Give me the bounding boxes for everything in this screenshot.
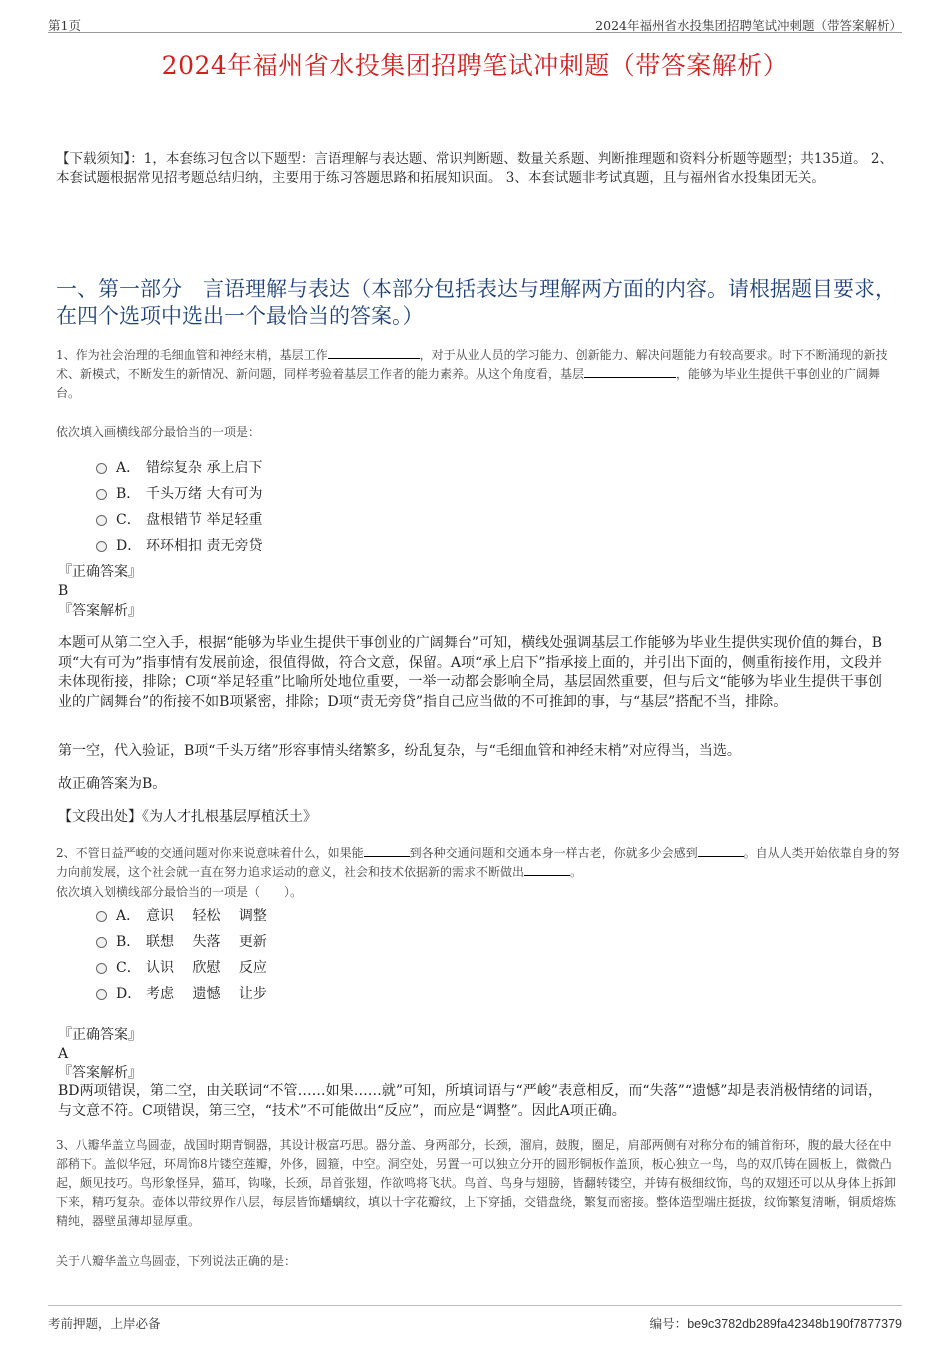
q2-text-d: 。 xyxy=(570,865,583,879)
fill-blank xyxy=(328,346,420,359)
option-key: D． xyxy=(116,986,142,1002)
option-text: 环环相扣 责无旁贷 xyxy=(146,538,263,554)
option-text: 考虑 遗憾 让步 xyxy=(146,986,267,1002)
fill-blank xyxy=(698,844,744,857)
footer-code xyxy=(650,1314,902,1332)
page-number: 第1页 xyxy=(48,18,81,33)
option-text: 认识 欣慰 反应 xyxy=(146,960,267,976)
analysis-label: 『答案解析』 xyxy=(58,603,142,619)
radio-icon[interactable] xyxy=(96,463,107,474)
document-title: 2024年福州省水投集团招聘笔试冲刺题（带答案解析） xyxy=(161,51,789,80)
analysis-paragraph-2: 第一空，代入验证，B项“千头万绪”形容事情头绪繁多，纷乱复杂，与“毛细血管和神经末梢”对应得当，当选。 xyxy=(58,743,741,759)
q1-text-b: ，对于从业人员的学习能力、创新能力、解决问题能力有较高要求。时下不断涌现的新技术、新模式，不断发生的新情况、新问题，同样考验着基层工作者的能力素养。从这个角度看，基层 xyxy=(56,348,888,381)
answer-value: B xyxy=(58,583,69,599)
header-doc-title: 2024年福州省水投集团招聘笔试冲刺题（带答案解析） xyxy=(595,18,902,33)
footer-code-label: 编号： xyxy=(649,1316,688,1331)
option-key: C． xyxy=(116,960,141,976)
q2-text-c: 。自从人类开始依靠自身的努力向前发展，这个社会就一直在努力追求运动的意义，社会和技术依据新的需求不断做出 xyxy=(56,846,900,879)
question-3-text: 3、八瓣华盖立鸟圆壶，战国时期青铜器，其设计极富巧思。器分盖、身两部分，长颈，溜肩，鼓腹，圈足，肩部两侧有对称分布的铺首衔环，腹的最大径在中部稍下。盖似华冠，环周饰8片镂空莲瓣，外侈，圆箍，中空。洞空处，另置一可以独立分开的圆形铜板作盖顶，板心独立一鸟，鸟的双爪铸在圆板上，微微凸起，颇见技巧。鸟形象怪异，猫耳，钩喙，长颈，昂首张翅，作欲鸣将飞状。鸟首、鸟身与翅膀，皆翻转镂空，并铸有极细纹饰，鸟的双翅还可以从身体上拆卸下来，精巧复杂。壶体以带纹界作八层，每层皆饰蟠螭纹，填以十字花瓣纹，上下穿插，交错盘绕，繁复而密接。整体造型端庄挺拔，纹饰繁复清晰，铜质熔炼精纯，器壁虽薄却显厚重。 xyxy=(56,1138,897,1228)
question-2-text xyxy=(56,844,901,882)
answer-label: 『正确答案』 xyxy=(58,1027,142,1043)
option-key: B． xyxy=(116,486,141,502)
q1-text-a: 1、作为社会治理的毛细血管和神经末梢，基层工作 xyxy=(56,348,328,362)
download-notice: 【下载须知】：1，本套练习包含以下题型：言语理解与表达题、常识判断题、数量关系题、判断推理题和资料分析题等题型；共135道。 2、本套试题根据常见招考题总结归纳，主要用于练习答题思路和拓展知识面。 3、本套试题非考试真题，且与福州省水投集团无关。 xyxy=(56,151,893,186)
answer-label: 『正确答案』 xyxy=(58,564,142,580)
option-key: C． xyxy=(116,512,141,528)
option-key: A． xyxy=(116,460,141,476)
question-1-lead: 依次填入画横线部分最恰当的一项是： xyxy=(56,425,261,439)
q2-text-a: 2、不管日益严峻的交通问题对你来说意味着什么，如果能 xyxy=(56,846,364,860)
radio-icon[interactable] xyxy=(96,963,107,974)
section-heading: 一、第一部分 言语理解与表达（本部分包括表达与理解两方面的内容。请根据题目要求，在四个选项中选出一个最恰当的答案。） xyxy=(56,277,896,328)
fill-blank xyxy=(524,863,570,876)
analysis-label: 『答案解析』 xyxy=(58,1065,142,1081)
option-key: B． xyxy=(116,934,141,950)
q1-text-c: ，能够为毕业生提供干事创业的广阔舞台。 xyxy=(56,367,881,400)
fill-blank xyxy=(584,365,676,378)
answer-value: A xyxy=(58,1046,69,1062)
option-text: 盘根错节 举足轻重 xyxy=(146,512,263,528)
radio-icon[interactable] xyxy=(96,911,107,922)
analysis-paragraph-1: 本题可从第二空入手，根据“能够为毕业生提供干事创业的广阔舞台”可知，横线处强调基层工作能够为毕业生提供实现价值的舞台，B项“大有可为”指事情有发展前途，很值得做，符合文意，保留。A项“承上启下”指承接上面的，并引出下面的，侧重衔接作用，文段并未体现衔接，排除；C项“举足轻重”比喻所处地位重要，一举一动都会影响全局，基层固然重要，但与后文“能够为毕业生提供干事创业的广阔舞台”的衔接不如B项紧密，排除；D项“责无旁贷”指自己应当做的不可推卸的事，与“基层”搭配不当，排除。 xyxy=(58,635,882,710)
radio-icon[interactable] xyxy=(96,937,107,948)
fill-blank xyxy=(364,844,410,857)
analysis-paragraph: BD两项错误，第二空，由关联词“不管……如果……就”可知，所填词语与“严峻”表意相反，而“失落”“遗憾”却是表消极情绪的词语，与文意不符。C项错误，第三空，“技术”不可能做出“反应”，而应是“调整”。因此A项正确。 xyxy=(58,1083,882,1119)
option-key: D． xyxy=(116,538,142,554)
option-text: 千头万绪 大有可为 xyxy=(146,486,263,502)
option-text: 错综复杂 承上启下 xyxy=(146,460,263,476)
radio-icon[interactable] xyxy=(96,989,107,1000)
page-header xyxy=(48,10,902,33)
question-3-lead: 关于八瓣华盖立鸟圆壶，下列说法正确的是： xyxy=(56,1254,297,1268)
analysis-paragraph-3: 故正确答案为B。 xyxy=(58,776,167,792)
source-citation: 【文段出处】《为人才扎根基层厚植沃土》 xyxy=(58,809,317,825)
question-1-text xyxy=(56,346,901,403)
radio-icon[interactable] xyxy=(96,515,107,526)
radio-icon[interactable] xyxy=(96,541,107,552)
radio-icon[interactable] xyxy=(96,489,107,500)
page-footer xyxy=(48,1305,902,1331)
footer-slogan: 考前押题，上岸必备 xyxy=(48,1316,161,1331)
option-text: 联想 失落 更新 xyxy=(146,934,267,950)
option-text: 意识 轻松 调整 xyxy=(146,908,267,924)
footer-code-value: be9c3782db289fa42348b190f7877379 xyxy=(687,1317,902,1331)
q2-text-b: 到各种交通问题和交通本身一样古老，你就多少会感到 xyxy=(409,846,698,860)
option-key: A． xyxy=(116,908,141,924)
question-2-lead: 依次填入划横线部分最恰当的一项是（ ）。 xyxy=(56,885,303,899)
